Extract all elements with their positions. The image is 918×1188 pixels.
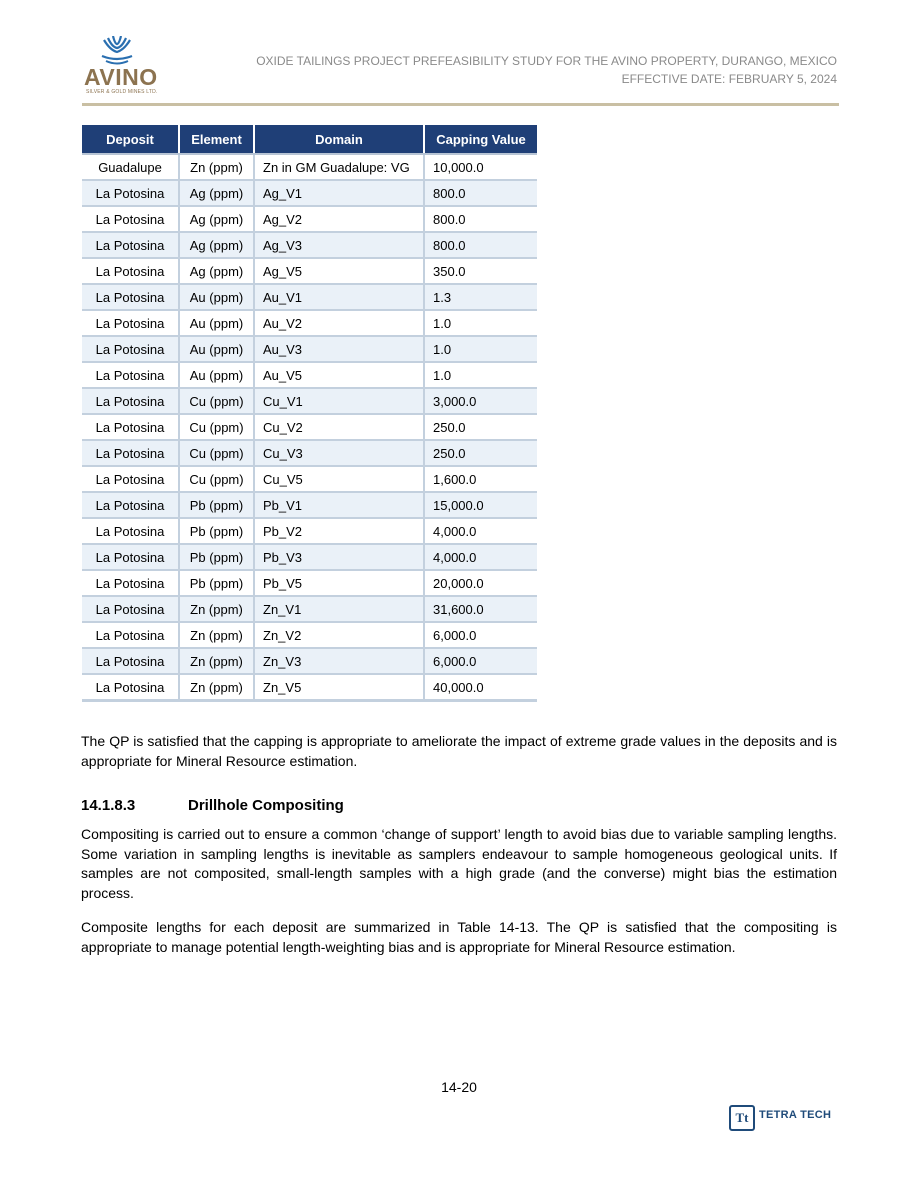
cell-capping-value: 4,000.0 <box>424 544 537 570</box>
section-title: Drillhole Compositing <box>188 797 344 814</box>
cell-deposit: La Potosina <box>82 596 179 622</box>
cell-element: Au (ppm) <box>179 310 254 336</box>
cell-domain: Ag_V1 <box>254 180 424 206</box>
table-row <box>82 648 537 674</box>
table-row <box>82 388 537 414</box>
cell-deposit: La Potosina <box>82 466 179 492</box>
cell-deposit: La Potosina <box>82 362 179 388</box>
avino-logo <box>82 36 162 98</box>
table-row <box>82 206 537 232</box>
cell-capping-value: 4,000.0 <box>424 518 537 544</box>
cell-domain: Zn_V1 <box>254 596 424 622</box>
table-row <box>82 414 537 440</box>
cell-domain: Pb_V2 <box>254 518 424 544</box>
cell-element: Zn (ppm) <box>179 674 254 701</box>
cell-domain: Ag_V2 <box>254 206 424 232</box>
cell-domain: Ag_V3 <box>254 232 424 258</box>
cell-deposit: La Potosina <box>82 258 179 284</box>
tetra-tech-wordmark: TETRA TECH <box>759 1109 832 1121</box>
paragraph-compositing: Compositing is carried out to ensure a common ‘change of support’ length to avoid bias due to variable sampling lengths. Some variation in sampling lengths is inevitable as samplers endeavour to sample homogeneous geological units. If samples are not composited, small-length samples with a high grade (and the converse) might bias the estimation process. <box>81 826 837 901</box>
cell-deposit: La Potosina <box>82 544 179 570</box>
cell-deposit: La Potosina <box>82 440 179 466</box>
table-row <box>82 492 537 518</box>
table-row <box>82 544 537 570</box>
cell-domain: Au_V5 <box>254 362 424 388</box>
cell-capping-value: 800.0 <box>424 206 537 232</box>
cell-element: Cu (ppm) <box>179 440 254 466</box>
table-row <box>82 570 537 596</box>
cell-deposit: La Potosina <box>82 570 179 596</box>
table-row <box>82 154 537 180</box>
cell-capping-value: 6,000.0 <box>424 622 537 648</box>
cell-domain: Zn in GM Guadalupe: VG <box>254 154 424 180</box>
table-row <box>82 674 537 701</box>
table-row <box>82 232 537 258</box>
cell-domain: Cu_V2 <box>254 414 424 440</box>
avino-logo-mark-icon <box>100 36 134 66</box>
cell-capping-value: 10,000.0 <box>424 154 537 180</box>
cell-domain: Pb_V3 <box>254 544 424 570</box>
cell-element: Au (ppm) <box>179 336 254 362</box>
cell-element: Ag (ppm) <box>179 206 254 232</box>
section-number: 14.1.8.3 <box>81 797 136 814</box>
cell-element: Cu (ppm) <box>179 414 254 440</box>
logo-name: AVINO <box>84 64 158 90</box>
cell-element: Au (ppm) <box>179 284 254 310</box>
table-row <box>82 310 537 336</box>
header-divider <box>82 103 839 106</box>
cell-capping-value: 350.0 <box>424 258 537 284</box>
cell-capping-value: 40,000.0 <box>424 674 537 701</box>
cell-element: Pb (ppm) <box>179 492 254 518</box>
cell-domain: Zn_V5 <box>254 674 424 701</box>
table-row <box>82 180 537 206</box>
cell-element: Zn (ppm) <box>179 622 254 648</box>
section-heading <box>81 797 344 814</box>
paragraph-capping-conclusion: The QP is satisfied that the capping is appropriate to ameliorate the impact of extreme grade values in the deposits and is appropriate for Mineral Resource estimation. <box>81 733 837 769</box>
cell-element: Pb (ppm) <box>179 544 254 570</box>
cell-capping-value: 800.0 <box>424 232 537 258</box>
cell-deposit: La Potosina <box>82 284 179 310</box>
paragraph-composite-lengths: Composite lengths for each deposit are summarized in Table 14-13. The QP is satisfied that the compositing is appropriate to manage potential length-weighting bias and is appropriate for Mineral Resource estimation. <box>81 919 837 955</box>
cell-capping-value: 1.0 <box>424 336 537 362</box>
cell-capping-value: 3,000.0 <box>424 388 537 414</box>
cell-deposit: La Potosina <box>82 622 179 648</box>
tetra-tech-mark-icon: Tt <box>729 1105 755 1131</box>
header-effective-date: EFFECTIVE DATE: FEBRUARY 5, 2024 <box>621 72 837 86</box>
cell-element: Zn (ppm) <box>179 154 254 180</box>
cell-element: Pb (ppm) <box>179 518 254 544</box>
cell-element: Zn (ppm) <box>179 648 254 674</box>
cell-domain: Au_V3 <box>254 336 424 362</box>
cell-domain: Au_V2 <box>254 310 424 336</box>
cell-capping-value: 31,600.0 <box>424 596 537 622</box>
cell-deposit: La Potosina <box>82 232 179 258</box>
cell-domain: Cu_V1 <box>254 388 424 414</box>
column-header-deposit: Deposit <box>82 125 179 154</box>
cell-element: Zn (ppm) <box>179 596 254 622</box>
cell-deposit: La Potosina <box>82 648 179 674</box>
cell-deposit: La Potosina <box>82 414 179 440</box>
cell-domain: Au_V1 <box>254 284 424 310</box>
cell-deposit: La Potosina <box>82 674 179 701</box>
column-header-domain: Domain <box>254 125 424 154</box>
column-header-element: Element <box>179 125 254 154</box>
cell-domain: Zn_V3 <box>254 648 424 674</box>
cell-deposit: La Potosina <box>82 492 179 518</box>
cell-element: Cu (ppm) <box>179 466 254 492</box>
cell-deposit: Guadalupe <box>82 154 179 180</box>
table-row <box>82 440 537 466</box>
cell-element: Ag (ppm) <box>179 258 254 284</box>
capping-value-table <box>82 125 537 702</box>
cell-domain: Cu_V5 <box>254 466 424 492</box>
cell-element: Ag (ppm) <box>179 232 254 258</box>
cell-capping-value: 20,000.0 <box>424 570 537 596</box>
document-header <box>256 52 837 88</box>
cell-domain: Pb_V1 <box>254 492 424 518</box>
table-row <box>82 336 537 362</box>
cell-element: Au (ppm) <box>179 362 254 388</box>
cell-capping-value: 250.0 <box>424 414 537 440</box>
cell-capping-value: 6,000.0 <box>424 648 537 674</box>
cell-domain: Cu_V3 <box>254 440 424 466</box>
cell-capping-value: 1.0 <box>424 310 537 336</box>
cell-deposit: La Potosina <box>82 518 179 544</box>
table-row <box>82 622 537 648</box>
column-header-capping-value: Capping Value <box>424 125 537 154</box>
cell-deposit: La Potosina <box>82 388 179 414</box>
table-header-row <box>82 125 537 154</box>
cell-capping-value: 800.0 <box>424 180 537 206</box>
cell-deposit: La Potosina <box>82 310 179 336</box>
cell-capping-value: 1,600.0 <box>424 466 537 492</box>
cell-capping-value: 1.3 <box>424 284 537 310</box>
table-row <box>82 466 537 492</box>
cell-domain: Pb_V5 <box>254 570 424 596</box>
cell-element: Ag (ppm) <box>179 180 254 206</box>
logo-tagline: SILVER & GOLD MINES LTD. <box>86 89 158 95</box>
header-title: OXIDE TAILINGS PROJECT PREFEASIBILITY STUDY FOR THE AVINO PROPERTY, DURANGO, MEXICO <box>256 54 837 68</box>
cell-capping-value: 1.0 <box>424 362 537 388</box>
table-row <box>82 362 537 388</box>
cell-deposit: La Potosina <box>82 206 179 232</box>
table-row <box>82 258 537 284</box>
cell-deposit: La Potosina <box>82 336 179 362</box>
table-row <box>82 284 537 310</box>
cell-element: Pb (ppm) <box>179 570 254 596</box>
table-row <box>82 518 537 544</box>
page-number: 14-20 <box>441 1079 477 1095</box>
table-row <box>82 596 537 622</box>
cell-element: Cu (ppm) <box>179 388 254 414</box>
cell-deposit: La Potosina <box>82 180 179 206</box>
cell-domain: Zn_V2 <box>254 622 424 648</box>
cell-domain: Ag_V5 <box>254 258 424 284</box>
cell-capping-value: 15,000.0 <box>424 492 537 518</box>
cell-capping-value: 250.0 <box>424 440 537 466</box>
